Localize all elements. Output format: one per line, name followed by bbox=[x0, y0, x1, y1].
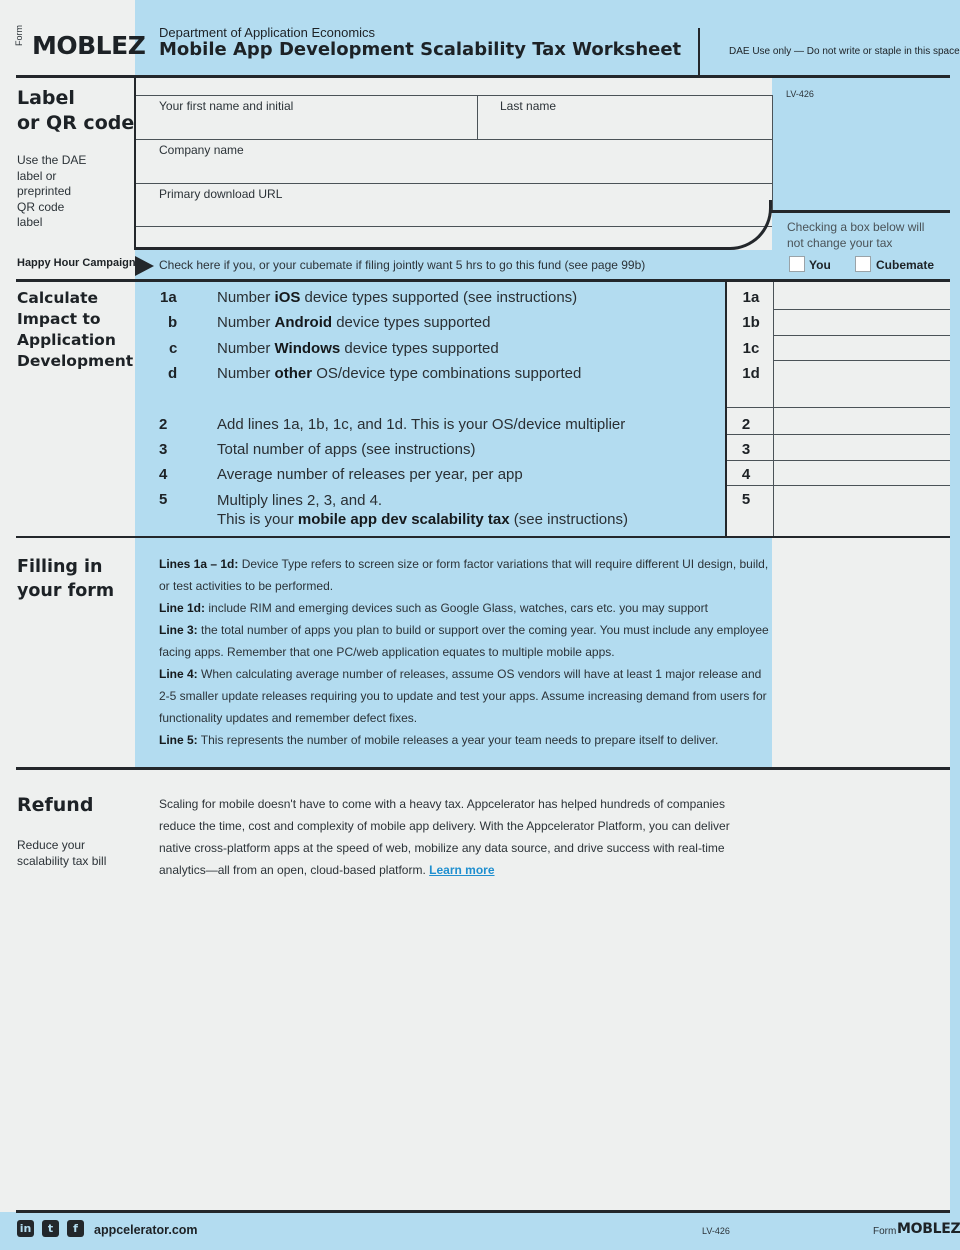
entry-field-1b[interactable] bbox=[775, 310, 949, 335]
row-label: Average number of releases per year, per app bbox=[217, 466, 523, 483]
footer-site-link[interactable]: appcelerator.com bbox=[94, 1223, 198, 1237]
refund-top-rule bbox=[16, 767, 950, 770]
entry-field-1c[interactable] bbox=[775, 336, 949, 360]
row-number: 3 bbox=[159, 441, 168, 458]
calculate-bottom-rule bbox=[16, 536, 950, 538]
row-number: b bbox=[168, 314, 178, 331]
row-label: Number other OS/device type combinations supported bbox=[217, 365, 582, 382]
line-code: 5 bbox=[741, 491, 751, 508]
note-line-4: Line 4: When calculating average number of releases, assume OS vendors will have at least 1 major release and 2-5 smaller update releases requiring you to update and test your apps. Assume increasing demand from users for functionality updates and remember defect fixes. bbox=[159, 667, 767, 725]
form-word: Form bbox=[14, 25, 24, 46]
campaign-text: Check here if you, or your cubemate if filing jointly want 5 hrs to go this fund (see page 99b) bbox=[159, 258, 646, 272]
cubemate-checkbox-group[interactable] bbox=[855, 256, 945, 274]
row-number: d bbox=[168, 365, 178, 382]
entry-field-1a[interactable] bbox=[775, 283, 949, 309]
line-code: 1b bbox=[742, 314, 760, 331]
linkedin-icon[interactable]: in bbox=[17, 1220, 34, 1237]
dae-use-notice: DAE Use only — Do not write or staple in this space bbox=[729, 46, 960, 57]
last-name-field[interactable] bbox=[478, 96, 772, 139]
entry-field-1d[interactable] bbox=[775, 361, 949, 407]
entry-field-5[interactable] bbox=[775, 486, 949, 536]
footer-rule bbox=[16, 1210, 950, 1213]
refund-body: Scaling for mobile doesn't have to come with a heavy tax. Appcelerator has helped hundreds of companies reduce the time, cost and complexity of mobile app delivery. With the Appcelerator Platform, you can deliver native cross-platform apps at the speed of web, mobilize any data source, and drive success with real-time analytics—all from an open, cloud-based platform. Learn more bbox=[159, 797, 730, 877]
footer-brand: MOBLEZ bbox=[897, 1221, 960, 1237]
entry-field-3[interactable] bbox=[775, 435, 949, 460]
entry-field-4[interactable] bbox=[775, 461, 949, 485]
line-code: 1a bbox=[742, 289, 760, 306]
row-label: Number Android device types supported bbox=[217, 314, 491, 331]
row-number: 5 bbox=[159, 491, 168, 508]
row-number: 4 bbox=[159, 466, 168, 483]
label-instructions: Use the DAE label or preprinted QR code label bbox=[17, 153, 87, 229]
cubemate-checkbox[interactable] bbox=[855, 256, 871, 272]
brand-logo: MOBLEZ bbox=[32, 31, 146, 60]
note-line-5: Line 5: This represents the number of mobile releases a year your team needs to prepare itself to deliver. bbox=[159, 733, 719, 747]
row-label: Multiply lines 2, 3, and 4. This is your mobile app dev scalability tax (see instructions) bbox=[217, 492, 628, 528]
campaign-label: Happy Hour Campaign bbox=[17, 257, 136, 269]
cubemate-checkbox-label: Cubemate bbox=[876, 258, 935, 272]
row-label: Number Windows device types supported bbox=[217, 340, 499, 357]
row-number: 2 bbox=[159, 416, 168, 433]
line-code: 1c bbox=[742, 340, 760, 357]
department-name: Department of Application Economics bbox=[159, 25, 376, 40]
row-label: Number iOS device types supported (see instructions) bbox=[217, 289, 578, 306]
checkbox-note: Checking a box below will not change your tax bbox=[787, 220, 925, 250]
line-code: 2 bbox=[741, 416, 751, 433]
line-code: 4 bbox=[741, 466, 751, 483]
facebook-icon[interactable]: f bbox=[67, 1220, 84, 1237]
company-name-field[interactable] bbox=[136, 140, 772, 183]
download-url-label: Primary download URL bbox=[159, 187, 283, 201]
twitter-icon[interactable]: t bbox=[42, 1220, 59, 1237]
header-divider bbox=[698, 28, 700, 75]
filling-heading: Filling in your form bbox=[17, 557, 115, 601]
line-code: 3 bbox=[741, 441, 751, 458]
row-number: c bbox=[169, 340, 178, 357]
right-panel-top-rule bbox=[770, 210, 950, 213]
note-line-1d: Line 1d: include RIM and emerging devices such as Google Glass, watches, cars etc. you may support bbox=[159, 601, 708, 615]
footer-form-word: Form bbox=[873, 1226, 897, 1237]
line-code: 1d bbox=[742, 365, 760, 382]
company-name-label: Company name bbox=[159, 143, 244, 157]
first-name-field[interactable] bbox=[136, 96, 477, 139]
refund-heading: Refund bbox=[17, 794, 94, 816]
campaign-arrow-icon bbox=[135, 256, 154, 276]
calculate-heading: Calculate Impact to Application Development bbox=[17, 289, 134, 370]
calculate-top-rule bbox=[16, 279, 950, 282]
row-label: Add lines 1a, 1b, 1c, and 1d. This is your OS/device multiplier bbox=[217, 416, 626, 433]
you-checkbox-label: You bbox=[809, 258, 831, 272]
learn-more-link[interactable]: Learn more bbox=[429, 863, 495, 877]
entry-field-2[interactable] bbox=[775, 408, 949, 434]
footer-form-code: LV-426 bbox=[702, 1226, 730, 1236]
last-name-label: Last name bbox=[500, 99, 557, 113]
refund-subheading: Reduce your scalability tax bill bbox=[17, 838, 107, 868]
you-checkbox-group[interactable] bbox=[789, 256, 849, 274]
form-code: LV-426 bbox=[786, 89, 814, 99]
header-rule bbox=[16, 75, 950, 78]
row-number: 1a bbox=[160, 289, 177, 306]
row-label: Total number of apps (see instructions) bbox=[217, 441, 476, 458]
note-lines-1a-1d: Lines 1a – 1d: Device Type refers to screen size or form factor variations that will require different UI design, build, or test activities to be performed. bbox=[159, 557, 769, 593]
label-box-curve bbox=[134, 200, 772, 250]
note-line-3: Line 3: the total number of apps you plan to build or support over the coming year. You must include any employee facing apps. Remember that one PC/web application equates to multiple mobile apps. bbox=[159, 623, 769, 659]
field-right-border bbox=[772, 95, 773, 213]
filling-notes bbox=[159, 553, 771, 751]
right-edge-strip bbox=[950, 0, 960, 1250]
you-checkbox[interactable] bbox=[789, 256, 805, 272]
label-heading: Label or QR code bbox=[17, 87, 135, 134]
form-title: Mobile App Development Scalability Tax Worksheet bbox=[159, 39, 682, 60]
first-name-label: Your first name and initial bbox=[159, 99, 294, 113]
